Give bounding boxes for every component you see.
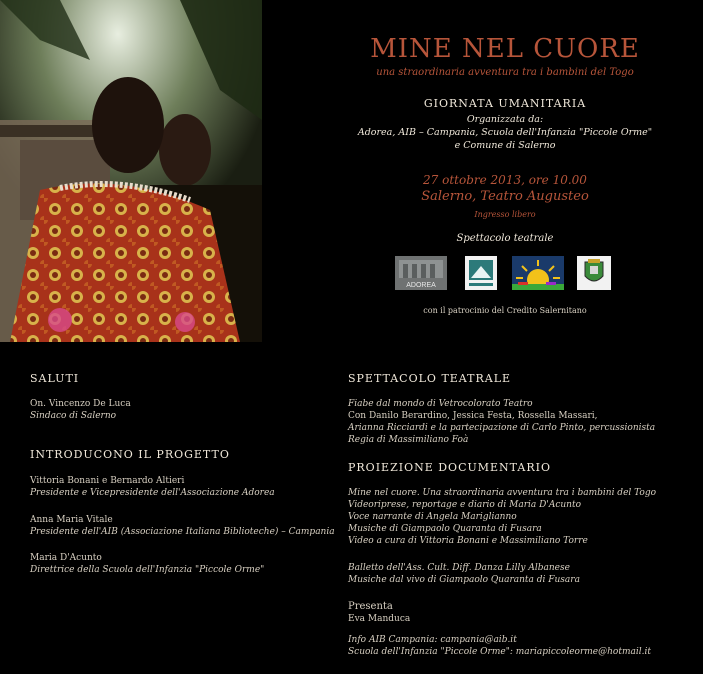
patrocinio-note: con il patrocinio del Credito Salernitano (423, 306, 587, 315)
intro-role-2: Presidente dell'AIB (Associazione Italiana Biblioteche) – Campania (30, 527, 335, 537)
org-line-2: e Comune di Salerno (454, 140, 556, 151)
spettacolo-line-2: Con Danilo Berardino, Jessica Festa, Rossella Massari, (348, 411, 598, 421)
adorea-logo (395, 256, 447, 290)
proiezione-heading: PROIEZIONE DOCUMENTARIO (348, 461, 552, 474)
intro-role-3: Direttrice della Scuola dell'Infanzia "Piccole Orme" (30, 565, 265, 575)
spettacolo-note: Spettacolo teatrale (456, 233, 554, 244)
comune-salerno-logo (577, 256, 611, 290)
aib-logo (465, 256, 497, 290)
balletto-line-2: Musiche dal vivo di Giampaolo Quaranta di Fusara (348, 575, 580, 585)
intro-name-3: Maria D'Acunto (30, 553, 102, 563)
spettacolo-line-3: Arianna Ricciardi e la partecipazione di Carlo Pinto, percussionista (348, 423, 656, 433)
event-title: MINE NEL CUORE (370, 34, 640, 64)
spettacolo-heading: SPETTACOLO TEATRALE (348, 372, 512, 385)
event-subtitle: una straordinaria avventura tra i bambini del Togo (376, 67, 634, 78)
intro-name-2: Anna Maria Vitale (30, 515, 113, 525)
proiezione-line-5: Video a cura di Vittoria Bonani e Massimiliano Torre (348, 536, 588, 546)
intro-name-1: Vittoria Bonani e Bernardo Altieri (30, 476, 185, 486)
proiezione-line-3: Voce narrante di Angela Mariglianno (348, 512, 517, 522)
cover-photo (0, 0, 262, 342)
org-line-1: Adorea, AIB – Campania, Scuola dell'Infanzia "Piccole Orme" (357, 127, 653, 138)
intro-role-1: Presidente e Vicepresidente dell'Associazione Adorea (30, 488, 275, 498)
adorea-logo-text: ADOREA (406, 282, 436, 289)
saluti-heading: SALUTI (30, 372, 80, 385)
giornata-heading: GIORNATA UMANITARIA (423, 97, 587, 110)
intro-heading: INTRODUCONO IL PROGETTO (30, 448, 230, 461)
presenta-name: Eva Manduca (348, 614, 411, 624)
proiezione-line-4: Musiche di Giampaolo Quaranta di Fusara (348, 524, 542, 534)
children-photo-illustration (0, 0, 262, 342)
saluti-name: On. Vincenzo De Luca (30, 399, 131, 409)
spettacolo-line-4: Regia di Massimiliano Foà (348, 435, 469, 445)
balletto-line-1: Balletto dell'Ass. Cult. Diff. Danza Lilly Albanese (348, 563, 570, 573)
proiezione-line-2: Videoriprese, reportage e diario di Maria D'Acunto (348, 500, 582, 510)
piccole-orme-logo (512, 256, 564, 290)
proiezione-line-1: Mine nel cuore. Una straordinaria avventura tra i bambini del Togo (348, 488, 657, 498)
ingresso-note: Ingresso libero (474, 210, 536, 219)
spettacolo-line-1: Fiabe dal mondo di Vetrocolorato Teatro (348, 399, 533, 409)
presenta-label: Presenta (348, 601, 393, 612)
event-date: 27 ottobre 2013, ore 10.00 (423, 173, 587, 187)
info-line-1: Info AIB Campania: campania@aib.it (348, 635, 517, 645)
info-line-2: Scuola dell'Infanzia "Piccole Orme": mariapiccoleorme@hotmail.it (348, 647, 651, 657)
event-place: Salerno, Teatro Augusteo (421, 189, 589, 204)
saluti-role: Sindaco di Salerno (30, 411, 117, 421)
org-label: Organizzata da: (466, 114, 544, 125)
